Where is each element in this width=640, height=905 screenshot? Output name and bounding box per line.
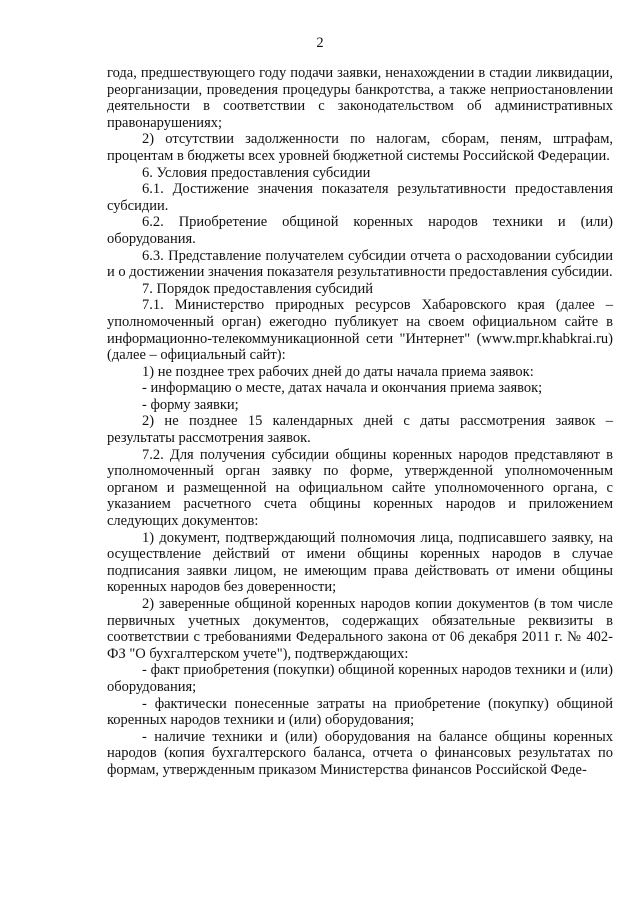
paragraph-bullet-purchase: - факт приобретения (покупки) общиной коренных народов техники и (или) оборудования; bbox=[107, 662, 613, 695]
paragraph-6-3: 6.3. Представление получателем субсидии отчета о расходовании субсидии и о достижении значения показателя результативности предоставления субсидии. bbox=[107, 247, 613, 281]
section-heading-conditions: 6. Условия предоставления субсидии bbox=[142, 164, 371, 181]
paragraph-6-2: 6.2. Приобретение общиной коренных народов техники и (или) оборудования. bbox=[107, 214, 613, 247]
document-body bbox=[107, 65, 613, 779]
paragraph-item-1: 1) не позднее трех рабочих дней до даты начала приема заявок: bbox=[142, 363, 534, 380]
paragraph-doc-1: 1) документ, подтверждающий полномочия лица, подписавшего заявку, на осуществление действий от имени общины коренных народов в случае подписания заявки лицом, не имеющим права действовать от имени общины коренных народов без доверенности; bbox=[107, 529, 613, 596]
paragraph-no-tax-debt: 2) отсутствии задолженности по налогам, сборам, пеням, штрафам, процентам в бюджеты всех уровней бюджетной системы Российской Федерации. bbox=[107, 131, 613, 164]
paragraph-continuation: года, предшествующего году подачи заявки, ненахождении в стадии ликвидации, реорганизации, проведения процедуры банкротства, а также неприостановлении деятельности в соответствии с законодательством об административных правонарушениях; bbox=[107, 65, 613, 131]
paragraph-item-2: 2) не позднее 15 календарных дней с даты рассмотрения заявок – результаты рассмотрения заявок. bbox=[107, 413, 613, 447]
paragraph-bullet-balance: - наличие техники и (или) оборудования на балансе общины коренных народов (копия бухгалтерского баланса, отчета о финансовых результатах по формам, утвержденным приказом Министерства финансов Российской Феде- bbox=[107, 728, 613, 778]
paragraph-6-1: 6.1. Достижение значения показателя результативности предоставления субсидии. bbox=[107, 181, 613, 214]
paragraph-bullet-form: - форму заявки; bbox=[142, 396, 239, 413]
paragraph-bullet-info: - информацию о месте, датах начала и окончания приема заявок; bbox=[142, 380, 543, 397]
paragraph-7-2: 7.2. Для получения субсидии общины коренных народов представляют в уполномоченный орган заявку по форме, утвержденной уполномоченным органом и размещенной на официальном сайте уполномоченного органа, с указанием расчетного счета общины коренных народов и приложением следующих документов: bbox=[107, 446, 613, 530]
paragraph-bullet-costs: - фактически понесенные затраты на приобретение (покупку) общиной коренных народов техники и (или) оборудования; bbox=[107, 695, 613, 729]
section-heading-procedure: 7. Порядок предоставления субсидий bbox=[142, 280, 373, 297]
paragraph-doc-2: 2) заверенные общиной коренных народов копии документов (в том числе первичных учетных документов, содержащих обязательные реквизиты в соответствии с требованиями Федерального закона от 06 декабря 2011 г. № 402-ФЗ "О бухгалтерском учете"), подтверждающих: bbox=[107, 596, 613, 662]
page-number: 2 bbox=[316, 35, 324, 51]
paragraph-7-1: 7.1. Министерство природных ресурсов Хабаровского края (далее – уполномоченный орган) ежегодно публикует на своем официальном сайте в информационно-телекоммуникационной сети "Интернет" (www.mpr.khabkrai.ru) (далее – официальный сайт): bbox=[107, 297, 613, 364]
